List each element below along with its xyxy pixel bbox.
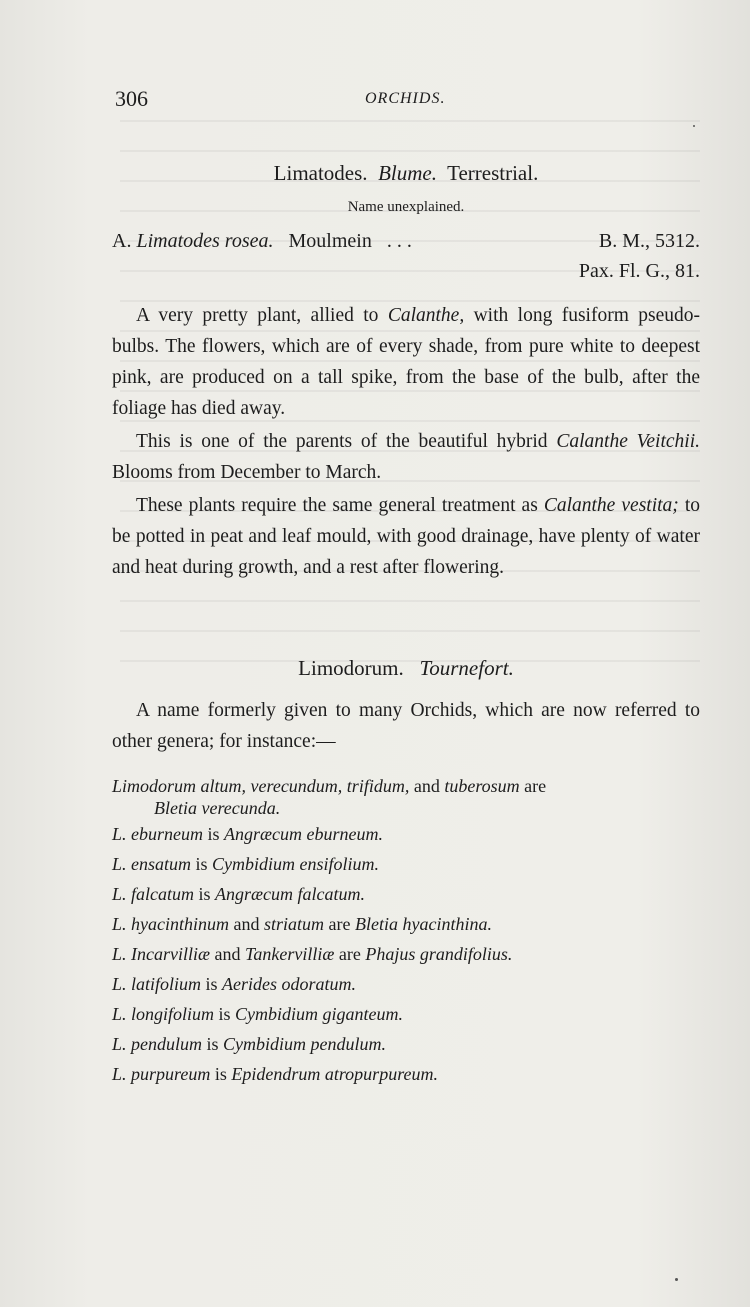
synonym-text: is [214,1004,236,1024]
genus-heading-limodorum [112,653,700,683]
paragraph-text: to be potted in peat and leaf mould, with good drainage, have plenty of water and heat during growth, and a rest after flowering. [112,495,700,578]
synonym-item [112,999,700,1029]
synonym-italic: Angræcum falcatum. [215,884,366,904]
synonym-item [112,1059,700,1089]
synonym-item [112,909,700,939]
synonym-italic: L. ensatum [112,854,192,874]
genus-name: Limodorum. [298,656,404,680]
synonym-italic: Angræcum eburneum. [224,824,383,844]
paragraph-italic: Calanthe Veitchii. [556,431,700,452]
paragraph-text: with long fusiform pseudo-bulbs. The flowers, which are of every shade, from pure white to deepest pink, are produced on a tall spike, from the base of the bulb, after the foliage has died away. [112,305,700,419]
paragraph-text: This is one of the parents of the beautiful hybrid [136,431,557,452]
synonym-item [112,1029,700,1059]
synonym-list [112,771,700,1089]
paragraph-treatment [112,490,700,583]
paragraph-intro: A name formerly given to many Orchids, which are now referred to other genera; for instance:— [112,700,700,752]
synonym-item [112,939,700,969]
synonym-text: and [210,944,245,964]
genus-author: Tournefort. [419,656,514,680]
synonym-text: and [229,914,264,934]
genus-name: Limatodes. [273,161,368,185]
synonym-italic: Bletia hyacinthina. [355,914,492,934]
page-header [115,86,640,116]
synonym-italic: Cymbidium ensifolium. [212,854,380,874]
section-limodorum [112,653,700,1089]
synonym-italic: L. latifolium [112,974,202,994]
species-entry [112,226,412,256]
paragraph-italic: Calanthe, [387,305,465,326]
species-locality: Moulmein [288,230,372,252]
synonym-italic: Cymbidium pendulum. [223,1034,386,1054]
synonym-text: is [191,854,213,874]
paragraph-italic: Calanthe vestita; [543,495,679,516]
genus-subtitle: Name unexplained. [347,199,465,215]
species-name: Limatodes rosea. [136,230,274,252]
ink-speck [675,1278,678,1281]
synonym-italic: Tankervilliæ [245,944,335,964]
synonym-italic: tuberosum [444,776,520,796]
paragraph-hybrid [112,426,700,488]
synonym-italic: L. Incarvilliæ [112,944,210,964]
genus-author: Blume. [378,161,437,185]
reference-pax: Pax. Fl. G., 81. [578,260,700,282]
synonym-italic: Aerides odoratum. [222,974,357,994]
genus-habit: Terrestrial. [447,161,539,185]
paragraph-description [112,300,700,424]
synonym-italic: L. eburneum [112,824,203,844]
synonym-italic: L. longifolium [112,1004,215,1024]
paragraph-text: These plants require the same general treatment as [136,495,544,516]
synonym-item [112,969,700,999]
synonym-italic: L. purpureum [112,1064,211,1084]
synonym-item [112,819,700,849]
species-prefix: A. [112,230,132,252]
synonym-text: is [194,884,216,904]
paragraph-text: A very pretty plant, allied to [136,305,388,326]
synonym-italic: striatum [264,914,325,934]
synonym-italic: L. hyacinthinum [112,914,229,934]
synonym-italic: L. falcatum [112,884,195,904]
synonym-text: is [202,1034,224,1054]
page-number: 306 [115,86,148,111]
synonym-italic: Phajus grandifolius. [365,944,513,964]
reference-bm: B. M., 5312. [598,230,700,252]
synonym-text: are [519,776,547,796]
genus-heading-limatodes [112,158,700,188]
paragraph-text: Blooms from December to March. [112,462,382,483]
synonym-item [112,771,700,819]
synonym-italic: Cymbidium giganteum. [235,1004,404,1024]
synonym-text: are [334,944,366,964]
page-content [112,158,700,1089]
synonym-text: and [409,776,445,796]
leader-dots: . . . [386,230,412,252]
synonym-text: is [203,824,225,844]
synonym-text: are [324,914,355,934]
running-head: ORCHIDS. [365,90,446,107]
synonym-italic: Limodorum altum, verecundum, trifidum, [112,776,410,796]
species-line [112,226,700,256]
synonym-italic: L. pendulum [112,1034,202,1054]
ink-speck [693,125,695,127]
synonym-text: is [201,974,223,994]
synonym-continuation: Bletia verecunda. [154,798,281,818]
synonym-italic: Epidendrum atropurpureum. [231,1064,439,1084]
synonym-item [112,879,700,909]
synonym-item [112,849,700,879]
synonym-text: is [210,1064,232,1084]
